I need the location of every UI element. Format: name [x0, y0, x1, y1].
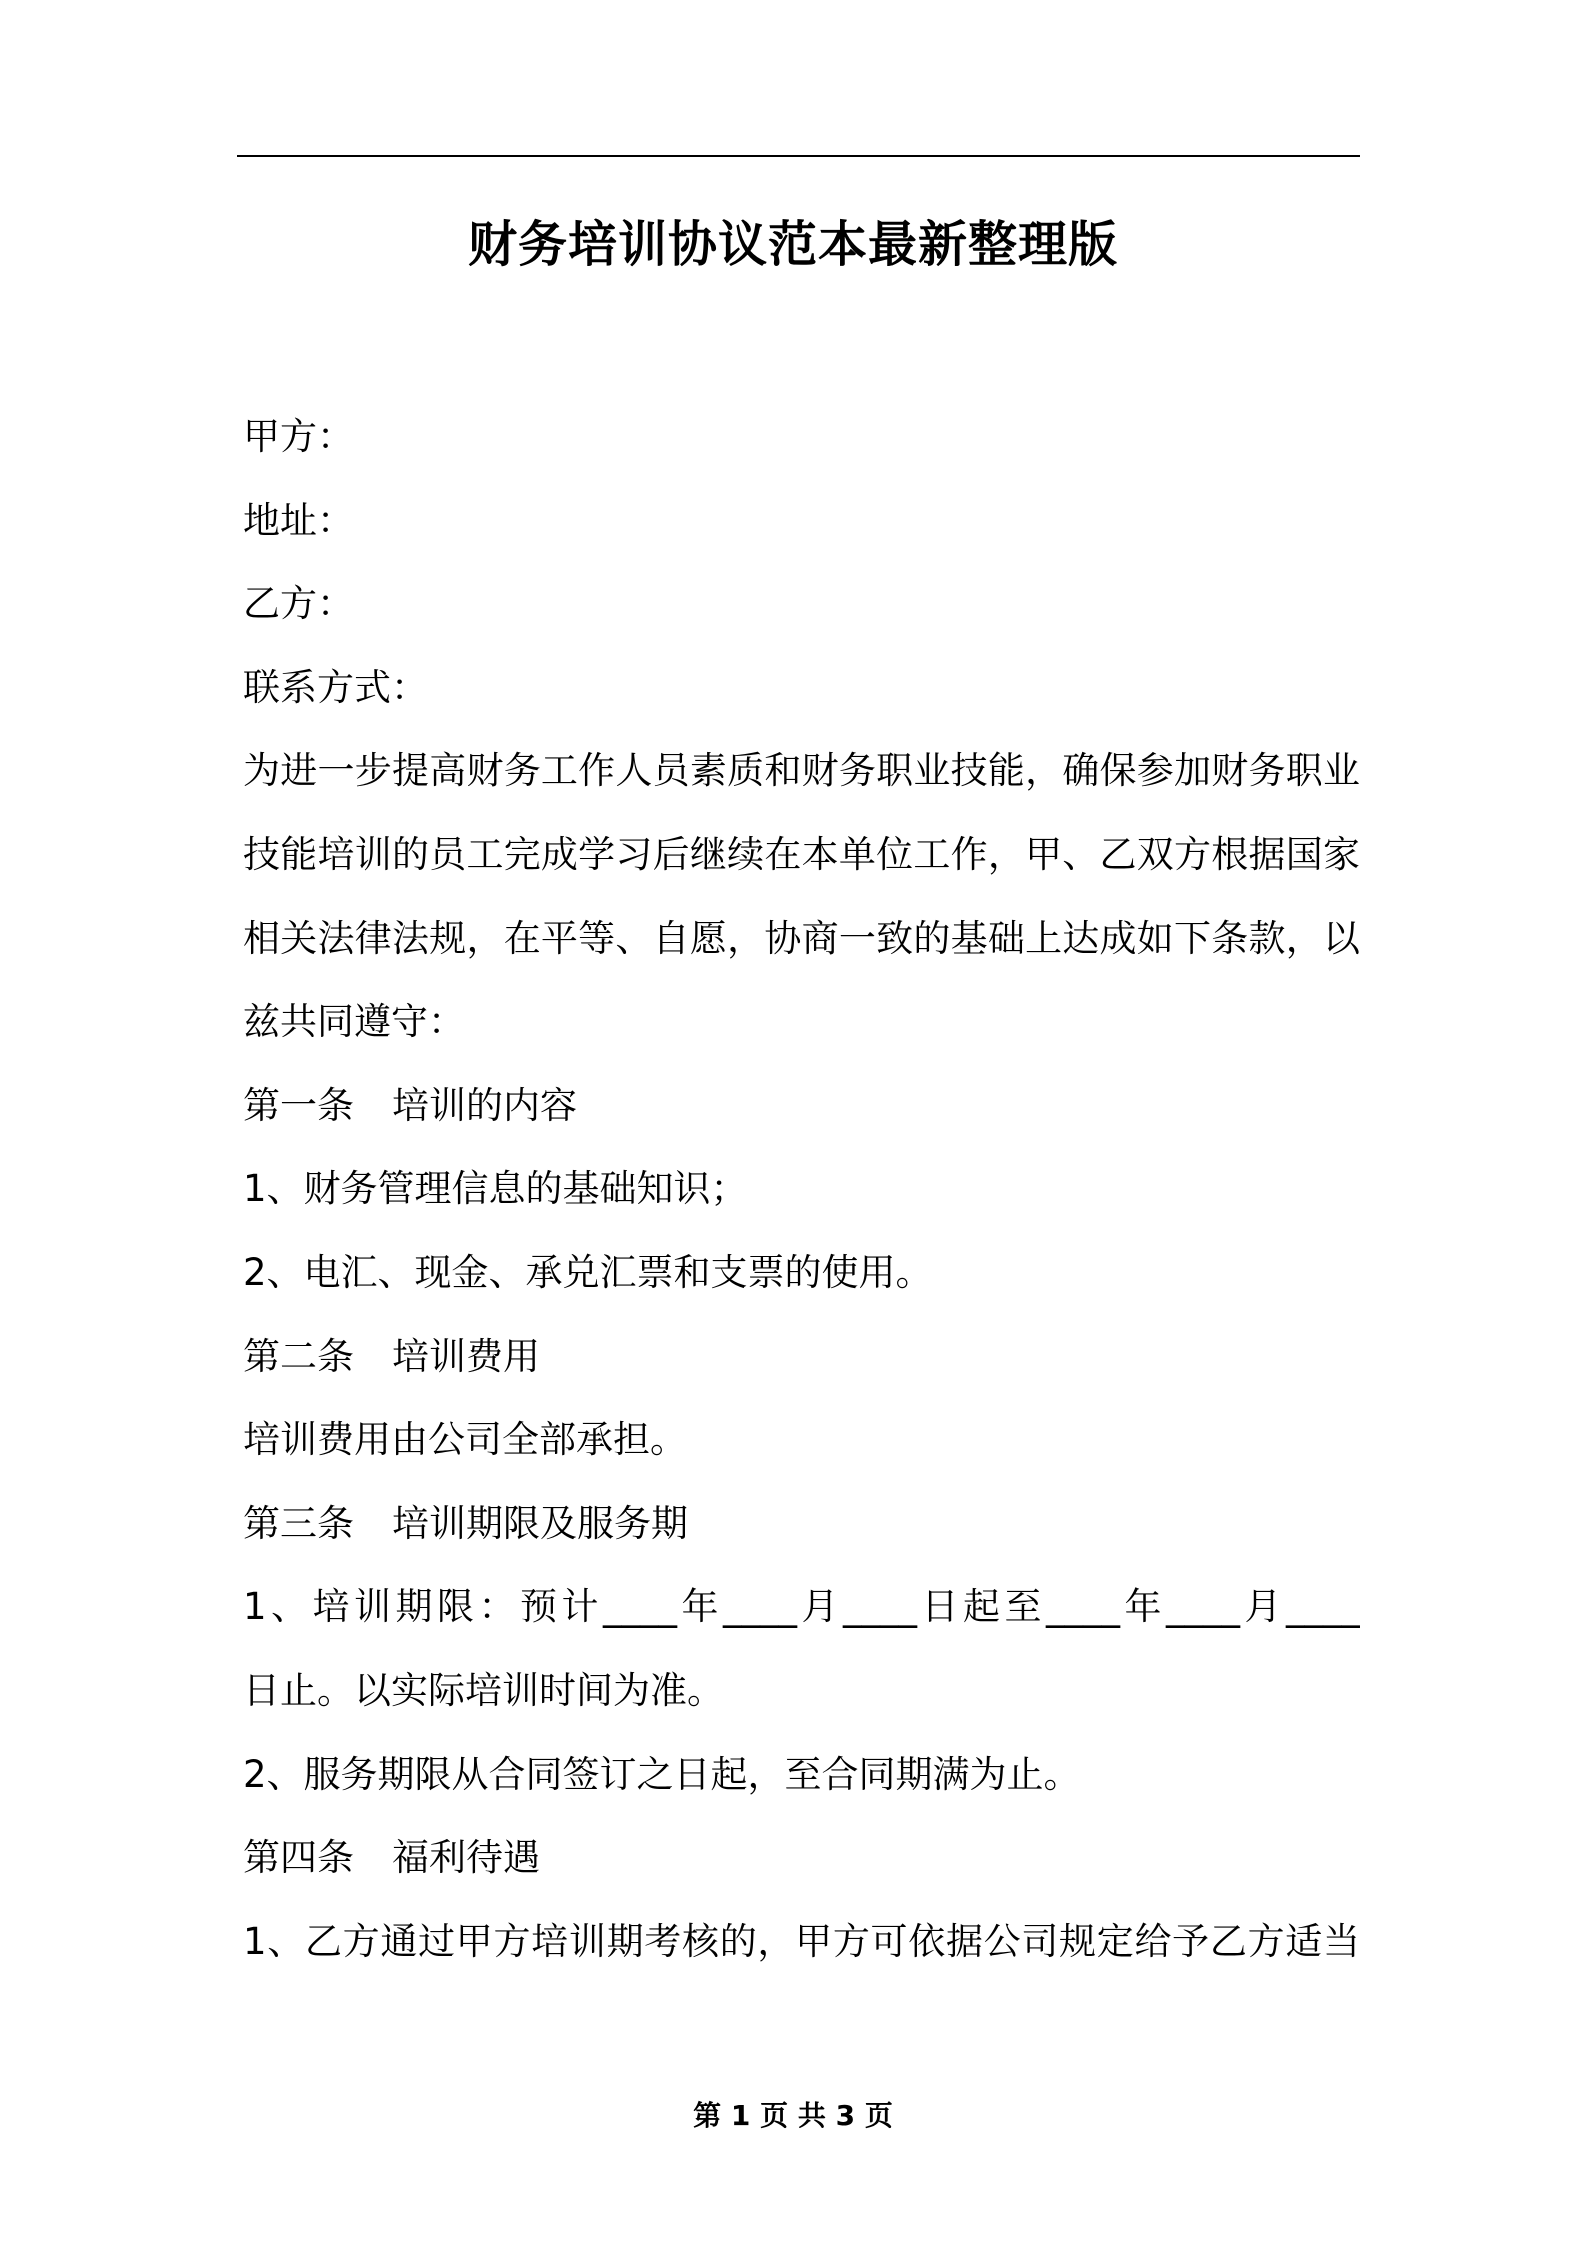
article-2-heading — [243, 1315, 1360, 1399]
preamble-line-1: 为进一步提高财务工作人员素质和财务职业技能，确保参加财务职业 — [243, 749, 1360, 793]
document-title: 财务培训协议范本最新整理版 — [467, 216, 1118, 273]
article-3-item-2: 2、服务期限从合同签订之日起，至合同期满为止。 — [243, 1752, 1081, 1796]
article-1-item-1: 1、财务管理信息的基础知识； — [243, 1167, 748, 1211]
article-2-title: 培训费用 — [392, 1334, 540, 1378]
article-1-title: 培训的内容 — [392, 1083, 577, 1127]
article-4-title: 福利待遇 — [392, 1836, 540, 1880]
preamble-line-2: 技能培训的员工完成学习后继续在本单位工作，甲、乙双方根据国家 — [243, 832, 1360, 876]
article-1-heading — [243, 1064, 1360, 1148]
article-4-heading — [243, 1816, 1360, 1900]
party-b-field: 乙方： — [243, 582, 354, 626]
article-2-number: 第二条 — [243, 1334, 354, 1378]
article-3-item-1-line-1: 1、培训期限：预计____年____月____日起至____年____月____ — [243, 1585, 1360, 1629]
article-1-number: 第一条 — [243, 1083, 354, 1127]
party-a-field: 甲方： — [243, 415, 354, 458]
preamble-line-4: 兹共同遵守： — [243, 1000, 465, 1044]
article-1-item-2: 2、电汇、现金、承兑汇票和支票的使用。 — [243, 1250, 933, 1294]
article-3-item-1-line-2: 日止。以实际培训时间为准。 — [243, 1668, 724, 1712]
page-number-footer: 第 1 页 共 3 页 — [693, 2099, 893, 2132]
preamble-line-3: 相关法律法规，在平等、自愿，协商一致的基础上达成如下条款，以 — [243, 916, 1360, 960]
document-body — [243, 395, 1360, 1983]
header-rule — [237, 155, 1360, 157]
address-field: 地址： — [243, 498, 354, 542]
article-3-number: 第三条 — [243, 1501, 354, 1545]
article-3-title: 培训期限及服务期 — [392, 1501, 688, 1545]
article-4-item-1-line-1: 1、乙方通过甲方培训期考核的，甲方可依据公司规定给予乙方适当 — [243, 1919, 1360, 1963]
article-2-text: 培训费用由公司全部承担。 — [243, 1418, 687, 1462]
contact-field: 联系方式： — [243, 665, 428, 709]
article-4-number: 第四条 — [243, 1836, 354, 1880]
article-3-heading — [243, 1482, 1360, 1566]
